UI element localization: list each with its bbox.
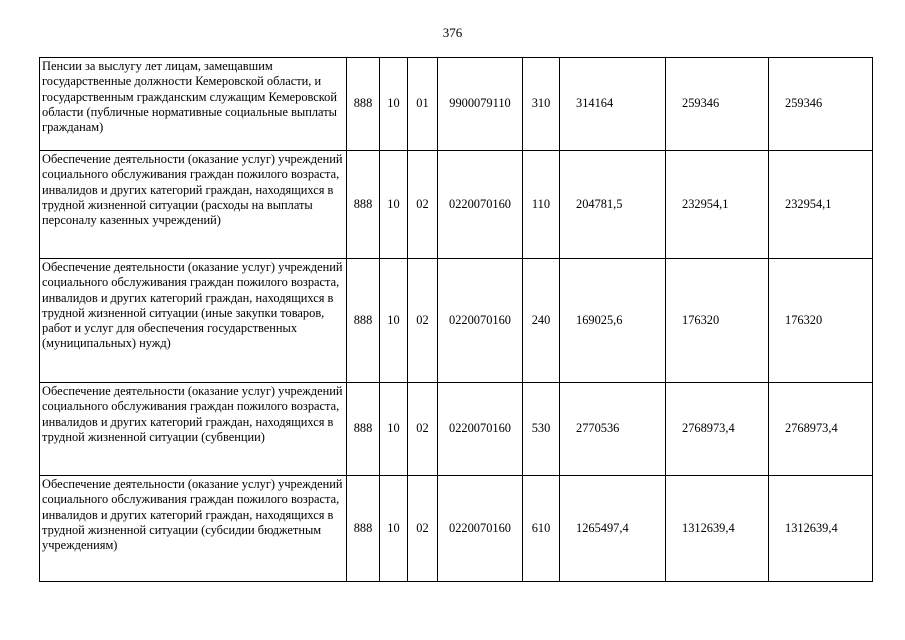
sum-3: 176320 <box>769 259 873 383</box>
subsection-code: 02 <box>408 151 438 259</box>
ministry-code: 888 <box>347 58 380 151</box>
sum-2: 232954,1 <box>666 151 769 259</box>
row-description: Обеспечение деятельности (оказание услуг) учреждений социального обслуживания граждан пожилого возраста, инвалидов и других категорий граждан, находящихся в трудной жизненной ситуации (иные закупки товаров, работ и услуг для обеспечения государственных (муниципальных) нужд) <box>40 259 347 383</box>
expense-type-code: 240 <box>523 259 560 383</box>
target-article-code: 0220070160 <box>438 259 523 383</box>
sum-1: 204781,5 <box>560 151 666 259</box>
sum-2: 176320 <box>666 259 769 383</box>
table-row <box>40 151 873 259</box>
table-row <box>40 259 873 383</box>
sum-1: 1265497,4 <box>560 476 666 582</box>
ministry-code: 888 <box>347 259 380 383</box>
sum-2: 259346 <box>666 58 769 151</box>
ministry-code: 888 <box>347 476 380 582</box>
row-description: Обеспечение деятельности (оказание услуг) учреждений социального обслуживания граждан пожилого возраста, инвалидов и других категорий граждан, находящихся в трудной жизненной ситуации (расходы на выплаты персоналу казенных учреждений) <box>40 151 347 259</box>
section-code: 10 <box>380 383 408 476</box>
sum-3: 232954,1 <box>769 151 873 259</box>
table-row <box>40 58 873 151</box>
section-code: 10 <box>380 58 408 151</box>
section-code: 10 <box>380 476 408 582</box>
sum-1: 2770536 <box>560 383 666 476</box>
sum-2: 2768973,4 <box>666 383 769 476</box>
expense-type-code: 310 <box>523 58 560 151</box>
target-article-code: 0220070160 <box>438 476 523 582</box>
ministry-code: 888 <box>347 383 380 476</box>
sum-3: 1312639,4 <box>769 476 873 582</box>
row-description: Пенсии за выслугу лет лицам, замещавшим государственные должности Кемеровской области, и государственным гражданским служащим Кемеровской области (публичные нормативные социальные выплаты гражданам) <box>40 58 347 151</box>
ministry-code: 888 <box>347 151 380 259</box>
subsection-code: 02 <box>408 476 438 582</box>
target-article-code: 0220070160 <box>438 383 523 476</box>
section-code: 10 <box>380 151 408 259</box>
section-code: 10 <box>380 259 408 383</box>
row-description: Обеспечение деятельности (оказание услуг) учреждений социального обслуживания граждан пожилого возраста, инвалидов и других категорий граждан, находящихся в трудной жизненной ситуации (субсидии бюджетным учреждениям) <box>40 476 347 582</box>
subsection-code: 01 <box>408 58 438 151</box>
sum-2: 1312639,4 <box>666 476 769 582</box>
target-article-code: 0220070160 <box>438 151 523 259</box>
budget-table <box>39 57 873 582</box>
subsection-code: 02 <box>408 259 438 383</box>
table-row <box>40 383 873 476</box>
row-description: Обеспечение деятельности (оказание услуг) учреждений социального обслуживания граждан пожилого возраста, инвалидов и других категорий граждан, находящихся в трудной жизненной ситуации (субвенции) <box>40 383 347 476</box>
target-article-code: 9900079110 <box>438 58 523 151</box>
expense-type-code: 610 <box>523 476 560 582</box>
sum-3: 259346 <box>769 58 873 151</box>
page-number: 376 <box>442 25 463 40</box>
sum-1: 169025,6 <box>560 259 666 383</box>
table-row <box>40 476 873 582</box>
sum-1: 314164 <box>560 58 666 151</box>
expense-type-code: 530 <box>523 383 560 476</box>
subsection-code: 02 <box>408 383 438 476</box>
expense-type-code: 110 <box>523 151 560 259</box>
sum-3: 2768973,4 <box>769 383 873 476</box>
